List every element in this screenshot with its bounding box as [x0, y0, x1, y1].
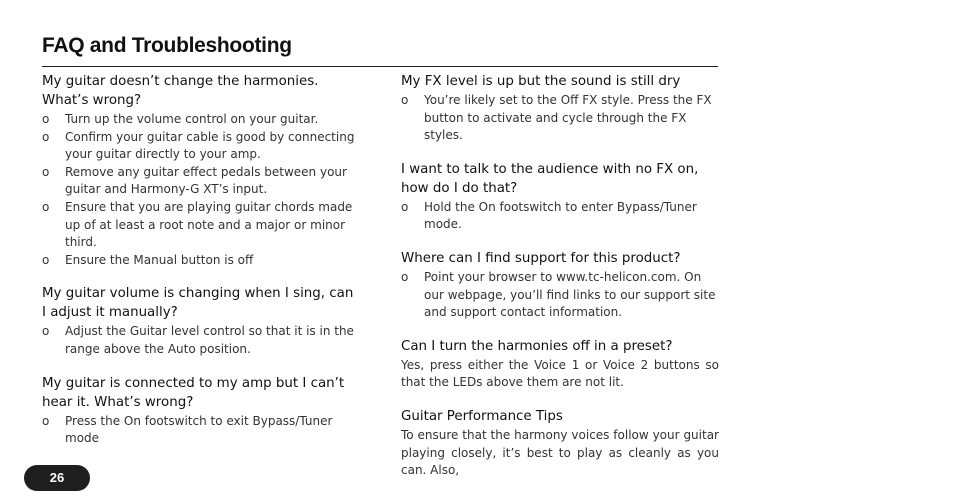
faq-item — [401, 72, 719, 145]
page-number-badge: 26 — [24, 465, 90, 491]
bullet-icon: o — [42, 413, 50, 428]
faq-answer-list — [42, 413, 358, 448]
page-title: FAQ and Troubleshooting — [42, 34, 292, 57]
list-item — [401, 199, 719, 234]
list-item — [42, 129, 358, 164]
faq-answer-list — [401, 92, 719, 145]
list-item — [42, 164, 358, 199]
list-item — [42, 323, 358, 358]
bullet-icon: o — [42, 164, 50, 179]
right-column — [401, 72, 719, 495]
faq-item — [42, 72, 358, 269]
bullet-icon: o — [42, 129, 50, 144]
faq-question: Can I turn the harmonies off in a preset? — [401, 338, 673, 354]
bullet-icon: o — [401, 199, 409, 214]
bullet-icon: o — [42, 324, 50, 339]
faq-answer-list — [42, 323, 358, 358]
list-item — [42, 199, 358, 252]
list-item — [401, 92, 719, 145]
faq-item — [401, 160, 719, 234]
list-item — [42, 252, 358, 270]
faq-answer-list — [401, 199, 719, 234]
faq-question: My FX level is up but the sound is still dry — [401, 74, 681, 89]
faq-answer-list — [42, 111, 358, 269]
bullet-icon: o — [401, 269, 409, 284]
faq-question: Where can I find support for this product? — [401, 250, 681, 266]
faq-answer-list — [401, 269, 719, 322]
bullet-icon: o — [42, 252, 50, 267]
faq-item — [401, 337, 719, 392]
faq-answer: Hold the On footswitch to enter Bypass/Tuner mode. — [424, 199, 697, 232]
faq-question: I want to talk to the audience with no FX on, how do I do that? — [401, 161, 699, 196]
faq-answer: Ensure that you are playing guitar chords made up of at least a root note and a major or minor third. — [65, 199, 353, 250]
tips-paragraph: To ensure that the harmony voices follow your guitar playing closely, it’s best to play as cleanly as you can. Also, — [401, 427, 719, 478]
faq-question: My guitar volume is changing when I sing, can I adjust it manually? — [42, 286, 354, 321]
bullet-icon: o — [401, 93, 409, 107]
list-item — [401, 269, 719, 322]
faq-item — [42, 374, 358, 448]
section-heading: Guitar Performance Tips — [401, 408, 563, 424]
faq-answer: Point your browser to www.tc-helicon.com. On our webpage, you’ll find links to our support site and support contact information. — [424, 269, 716, 320]
faq-item — [42, 284, 358, 358]
faq-answer: Press the On footswitch to exit Bypass/Tuner mode — [65, 413, 333, 446]
faq-question: My guitar doesn’t change the harmonies. What’s wrong? — [42, 74, 319, 108]
list-item — [42, 413, 358, 448]
faq-question: My guitar is connected to my amp but I can’t hear it. What’s wrong? — [42, 375, 345, 410]
bullet-icon: o — [42, 112, 50, 126]
faq-answer-paragraph: Yes, press either the Voice 1 or Voice 2 buttons so that the LEDs above them are not lit. — [401, 357, 719, 390]
left-column — [42, 72, 358, 463]
title-divider — [42, 66, 718, 67]
faq-answer: Ensure the Manual button is off — [65, 252, 254, 267]
bullet-icon: o — [42, 199, 50, 214]
faq-answer: You’re likely set to the Off FX style. Press the FX button to activate and cycle through the FX styles. — [424, 93, 712, 143]
tips-section — [401, 407, 719, 480]
faq-answer: Adjust the Guitar level control so that it is in the range above the Auto position. — [65, 324, 354, 356]
faq-item — [401, 249, 719, 322]
faq-answer: Confirm your guitar cable is good by connecting your guitar directly to your amp. — [65, 129, 355, 162]
faq-answer: Turn up the volume control on your guitar. — [65, 112, 319, 126]
list-item — [42, 111, 358, 129]
faq-answer: Remove any guitar effect pedals between your guitar and Harmony-G XT’s input. — [65, 164, 347, 197]
